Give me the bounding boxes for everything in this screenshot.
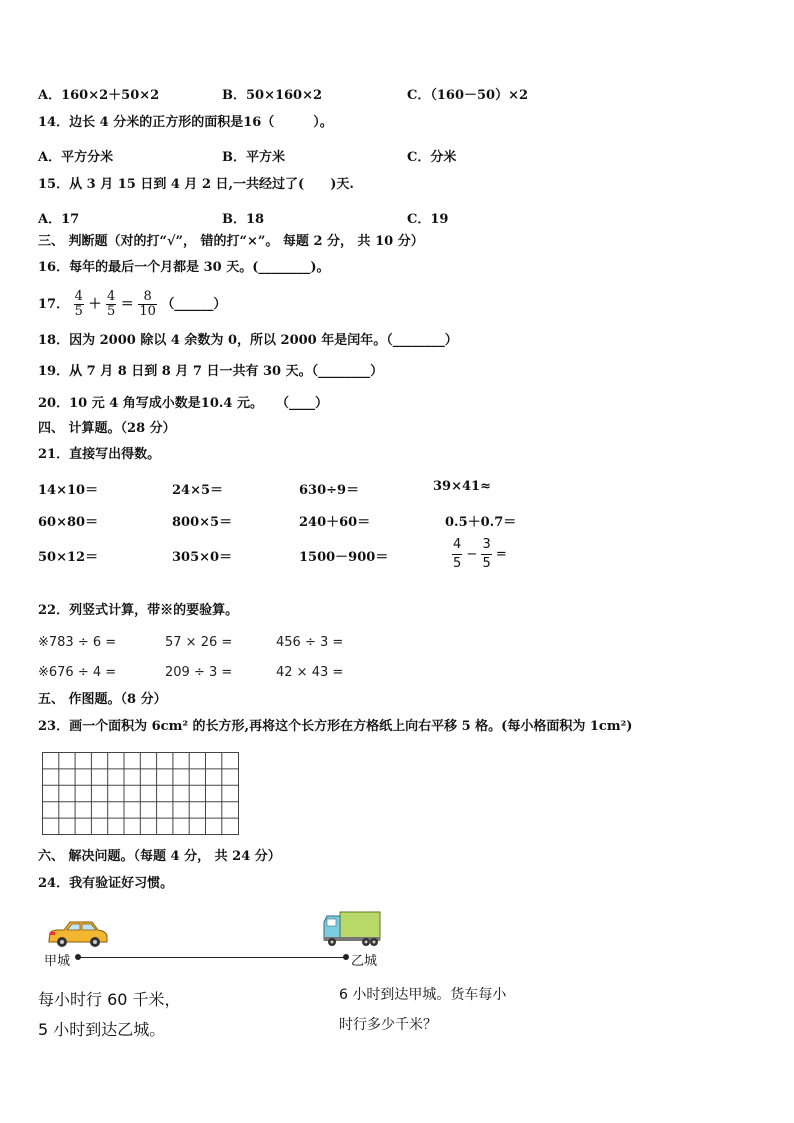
story-right-line-1: 6 小时到达甲城。货车每小 [339,987,507,1003]
q22-item: 57 × 26 = [165,635,233,650]
q22-question: 22．列竖式计算，带※的要验算。 [38,603,239,618]
q14-option-c: C．分米 [407,150,457,165]
q22-item: ※783 ÷ 6 = [38,635,117,650]
q21-item: 305×0＝ [172,550,233,565]
q19-question: 19．从 7 月 8 日到 8 月 7 日一共有 30 天。（________） [38,364,384,379]
q22-item: ※676 ÷ 4 = [38,665,117,680]
story-left-line-2: 5 小时到达乙城。 [38,1020,166,1039]
q15-option-b: B．18 [222,212,265,227]
city-a-label: 甲城 [44,954,71,969]
q15-option-a: A．17 [38,212,80,227]
q17-label: 17． [38,297,70,312]
q15-question: 15．从 3 月 15 日到 4 月 2 日,一共经过了( )天. [38,177,354,192]
q17-fraction-1: $\frac{4}{5}$ [74,289,83,319]
q21-question: 21．直接写出得数。 [38,447,161,462]
q13-option-c: C．（160－50）×2 [407,88,529,103]
q21-item: 1500－900＝ [299,550,389,565]
q21-item: 24×5＝ [172,483,224,498]
q21-item: 240＋60＝ [299,515,371,530]
section-calculation-heading: 四、 计算题。（28 分） [38,421,176,436]
city-a-dot [75,954,81,960]
q14-question: 14．边长 4 分米的正方形的面积是16（ ）。 [38,115,333,130]
q17-question [38,290,226,320]
city-b-dot [343,954,349,960]
q21-item: 800×5＝ [172,515,233,530]
q21-item: 50×12＝ [38,550,99,565]
q16-question: 16．每年的最后一个月都是 30 天。(________)。 [38,260,330,275]
q23-question: 23．画一个面积为 6cm² 的长方形,再将这个长方形在方格纸上向右平移 5 格。(每小格面积为 1cm²) [38,719,633,734]
story-right-line-2: 时行多少千米？ [339,1017,437,1033]
q22-item: 209 ÷ 3 = [165,665,233,680]
route-line [78,957,346,958]
q17-equals: ＝ [120,297,134,312]
q21-item: 39×41≈ [433,479,491,494]
q15-option-c: C．19 [407,212,449,227]
city-b-label: 乙城 [351,954,378,969]
q13-option-b: B．50×160×2 [222,88,323,103]
q20-question: 20．10 元 4 角写成小数是10.4 元。 （____） [38,396,328,411]
q13-option-a: A．160×2＋50×2 [38,88,160,103]
q24-question: 24．我有验证好习惯。 [38,876,174,891]
story-left [38,985,181,1045]
truck-icon [322,910,382,948]
q21-fraction-item: $\frac{4}{5}$ − $\frac{3}{5}$ = [453,537,507,571]
q17-fraction-2: $\frac{4}{5}$ [106,289,116,319]
section-judgment-heading: 三、 判断题（对的打“√”， 错的打“×”。 每题 2 分， 共 10 分） [38,234,424,249]
grid-paper [42,752,240,836]
story-left-line-1: 每小时行 60 千米， [38,990,181,1009]
q22-item: 456 ÷ 3 = [276,635,344,650]
section-drawing-heading: 五、 作图题。（8 分） [38,692,167,707]
q18-question: 18．因为 2000 除以 4 余数为 0，所以 2000 年是闰年。（________） [38,333,458,348]
q14-option-a: A．平方分米 [38,150,114,165]
q21-item: 0.5＋0.7＝ [445,515,517,530]
q14-option-b: B．平方米 [222,150,285,165]
story-right [339,980,506,1040]
q21-item: 14×10＝ [38,483,99,498]
q21-item: 630÷9＝ [299,483,360,498]
q21-item: 60×80＝ [38,515,99,530]
q17-blank: （______） [161,297,227,312]
q17-plus: ＋ [88,297,102,312]
section-problem-solving-heading: 六、 解决问题。（每题 4 分， 共 24 分） [38,849,281,864]
q17-fraction-3: $\frac{8}{10}$ [139,289,156,319]
car-icon [46,918,110,950]
q22-item: 42 × 43 = [276,665,344,680]
